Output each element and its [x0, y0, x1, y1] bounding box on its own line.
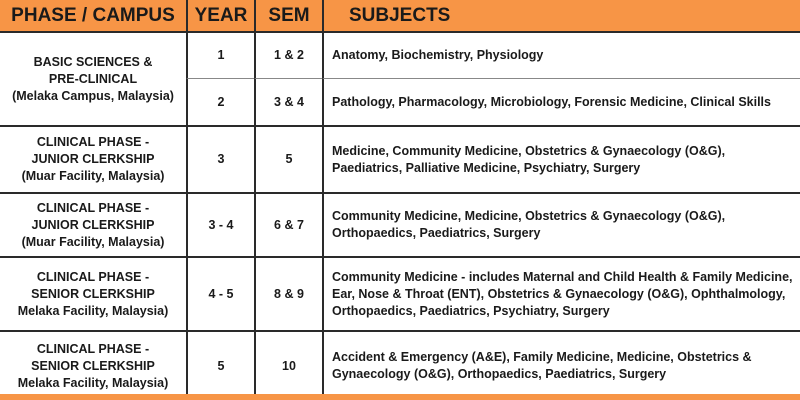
- phase-cell-senior-clerkship: CLINICAL PHASE - SENIOR CLERKSHIP Melaka Facility, Malaysia): [0, 330, 186, 400]
- subjects-cell: Accident & Emergency (A&E), Family Medicine, Medicine, Obstetrics & Gynaecology (O&G), Orthopaedics, Paediatrics, Surgery: [322, 330, 800, 400]
- sem-cell: 5: [254, 125, 322, 192]
- year-cell: 1: [186, 31, 254, 78]
- phase-cell-basic-sciences: BASIC SCIENCES & PRE-CLINICAL (Melaka Campus, Malaysia): [0, 31, 186, 125]
- header-year: YEAR: [186, 0, 254, 31]
- year-cell: 3 - 4: [186, 192, 254, 256]
- header-subjects: SUBJECTS: [322, 0, 800, 31]
- sem-cell: 6 & 7: [254, 192, 322, 256]
- phase-cell-senior-clerkship: CLINICAL PHASE - SENIOR CLERKSHIP Melaka Facility, Malaysia): [0, 256, 186, 330]
- sem-cell: 10: [254, 330, 322, 400]
- year-cell: 4 - 5: [186, 256, 254, 330]
- subjects-cell: Pathology, Pharmacology, Microbiology, Forensic Medicine, Clinical Skills: [322, 78, 800, 125]
- year-cell: 2: [186, 78, 254, 125]
- subjects-cell: Medicine, Community Medicine, Obstetrics & Gynaecology (O&G), Paediatrics, Palliative Medicine, Psychiatry, Surgery: [322, 125, 800, 192]
- year-cell: 3: [186, 125, 254, 192]
- year-cell: 5: [186, 330, 254, 400]
- subjects-cell: Community Medicine, Medicine, Obstetrics & Gynaecology (O&G), Orthopaedics, Paediatrics, Surgery: [322, 192, 800, 256]
- header-sem: SEM: [254, 0, 322, 31]
- phase-cell-junior-clerkship: CLINICAL PHASE - JUNIOR CLERKSHIP (Muar Facility, Malaysia): [0, 192, 186, 256]
- subjects-cell: Anatomy, Biochemistry, Physiology: [322, 31, 800, 78]
- sem-cell: 1 & 2: [254, 31, 322, 78]
- header-phase-campus: PHASE / CAMPUS: [0, 0, 186, 31]
- phase-cell-junior-clerkship: CLINICAL PHASE - JUNIOR CLERKSHIP (Muar Facility, Malaysia): [0, 125, 186, 192]
- subjects-cell: Community Medicine - includes Maternal and Child Health & Family Medicine, Ear, Nose & Throat (ENT), Obstetrics & Gynaecology (O&G), Ophthalmology, Orthopaedics, Paediatrics, Psychiatry, Surgery: [322, 256, 800, 330]
- sem-cell: 8 & 9: [254, 256, 322, 330]
- sem-cell: 3 & 4: [254, 78, 322, 125]
